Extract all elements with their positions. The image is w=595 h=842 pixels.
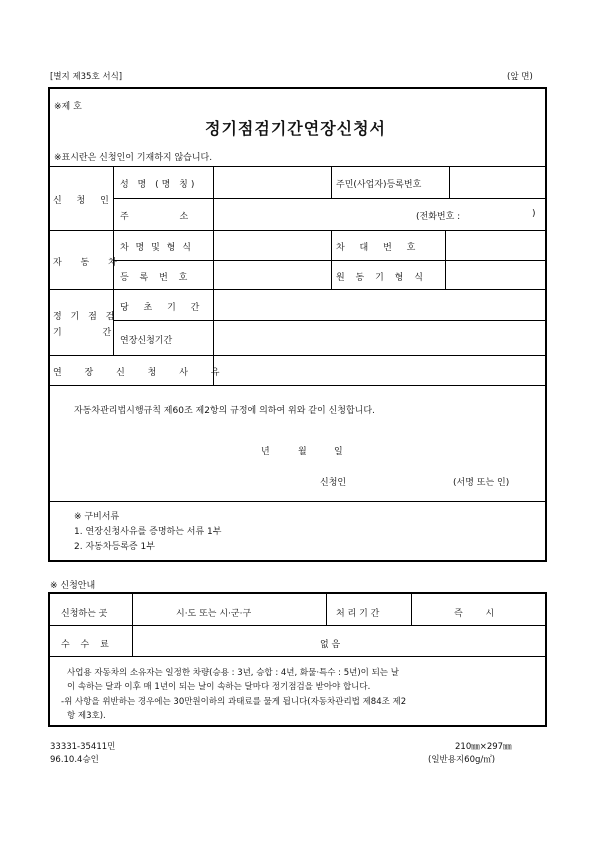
approval-date: 96.10.4승인 xyxy=(50,755,99,765)
processing-period-label: 처 리 기 간 xyxy=(336,609,380,619)
name-field[interactable] xyxy=(214,167,330,197)
application-guide xyxy=(48,592,547,727)
required-document-item: 1. 연장신청사유를 증명하는 서류 1부 xyxy=(74,527,222,537)
fee-value: 없 음 xyxy=(320,640,341,650)
inspection-period-label-2: 기 간 xyxy=(53,328,112,338)
original-period-label: 당 초 기 간 xyxy=(120,303,206,313)
id-number-label: 주민(사업자)등록번호 xyxy=(336,180,422,190)
engine-type-field[interactable] xyxy=(446,261,546,288)
rule xyxy=(50,656,547,657)
signature-note: (서명 또는 인) xyxy=(453,478,510,488)
address-label: 주 소 xyxy=(120,212,189,222)
page-side: (앞 면) xyxy=(507,72,533,82)
original-period-field[interactable] xyxy=(214,290,546,319)
rule xyxy=(411,594,412,625)
receipt-number-label: ※제 호 xyxy=(54,102,82,112)
guide-note: -위 사항을 위반하는 경우에는 30만원이하의 과태료를 물게 됩니다(자동차관리법 제84조 제2 xyxy=(61,697,407,707)
extension-period-label: 연장신청기간 xyxy=(120,336,173,346)
applicant-signature-label: 신청인 xyxy=(320,478,347,488)
chassis-number-field[interactable] xyxy=(446,231,546,259)
form-title: 정기점검기간연장신청서 xyxy=(205,119,387,138)
form-number: [별지 제35호 서식] xyxy=(50,72,123,82)
chassis-number-label: 차 대 번 호 xyxy=(336,243,422,253)
engine-type-label: 원 동 기 형 식 xyxy=(336,273,427,283)
fee-label: 수 수 료 xyxy=(61,640,113,650)
phone-label: (전화번호 : xyxy=(416,212,461,222)
extension-reason-label: 연 장 신 청 사 유 xyxy=(53,368,230,378)
date-year: 년 xyxy=(261,447,270,457)
date-day: 일 xyxy=(334,447,343,457)
required-document-item: 2. 자동차등록증 1부 xyxy=(74,542,155,552)
where-value: 시·도 또는 시·군·구 xyxy=(176,609,252,619)
required-documents-header: ※ 구비서류 xyxy=(74,512,120,522)
instruction-text: ※표시란은 신청인이 기재하지 않습니다. xyxy=(54,153,213,163)
rule xyxy=(50,501,547,502)
applicant-section-label: 신 청 인 xyxy=(53,196,115,206)
registration-number-field[interactable] xyxy=(214,261,330,288)
rule xyxy=(50,625,547,626)
guide-note: 사업용 자동차의 소유자는 일정한 차량(승용 : 3년, 승합 : 4년, 화물·특수 : 5년)이 되는 날 xyxy=(67,668,399,678)
id-number-field[interactable] xyxy=(450,167,546,197)
vehicle-section-label: 자 동 차 xyxy=(53,258,125,268)
rule xyxy=(326,594,327,625)
application-form xyxy=(48,87,547,562)
rule xyxy=(50,385,547,386)
rule xyxy=(331,166,332,198)
rule xyxy=(331,230,332,289)
guide-note: 이 속하는 달과 이후 매 1년이 되는 날이 속하는 달마다 정기점검을 받아야 합니다. xyxy=(67,682,371,692)
paper-type: (일반용지60g/㎡) xyxy=(428,755,496,765)
registration-number-label: 등 록 번 호 xyxy=(120,273,192,283)
address-field[interactable] xyxy=(214,199,546,229)
extension-period-field[interactable] xyxy=(214,321,546,354)
guide-title: ※ 신청안내 xyxy=(50,581,96,591)
where-label: 신청하는 곳 xyxy=(61,609,108,619)
paper-size: 210㎜×297㎜ xyxy=(455,742,512,752)
model-label: 차 명 및 형 식 xyxy=(120,243,193,253)
date-month: 월 xyxy=(298,447,307,457)
form-code: 33331-35411민 xyxy=(50,742,116,752)
processing-period-value: 즉 시 xyxy=(454,609,495,619)
phone-close: ) xyxy=(532,209,536,219)
model-field[interactable] xyxy=(214,231,330,259)
name-label: 성 명 (명 칭) xyxy=(120,180,198,190)
guide-note: 항 제3호). xyxy=(67,711,106,721)
extension-reason-field[interactable] xyxy=(214,356,546,384)
inspection-period-label: 정 기 점 검 xyxy=(53,312,118,322)
application-statement: 자동차관리법시행규칙 제60조 제2항의 규정에 의하여 위와 같이 신청합니다. xyxy=(74,406,375,416)
rule xyxy=(132,594,133,656)
